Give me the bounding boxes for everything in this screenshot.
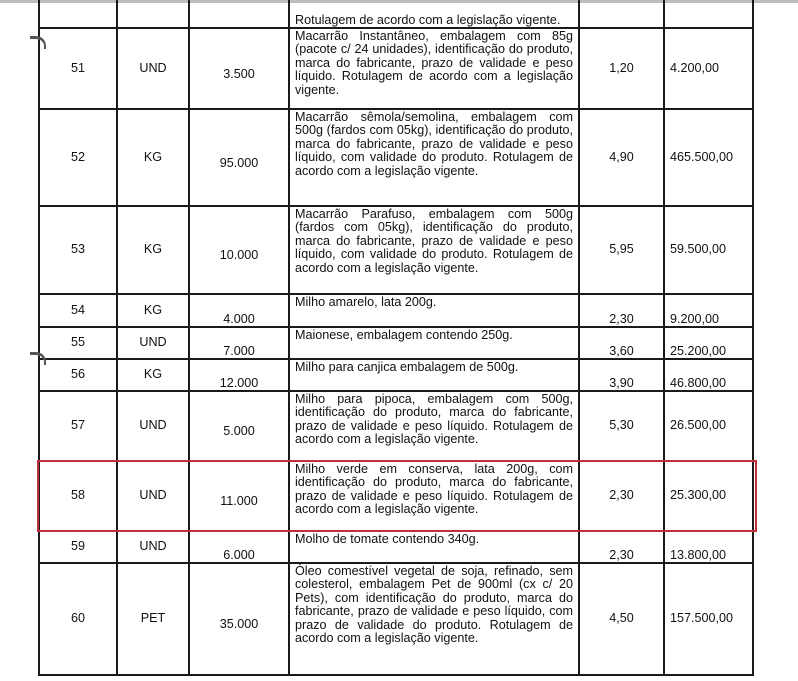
item-description-text: Milho verde em conserva, lata 200g, com identificação do produto, marca do fabricante, prazo de validade e peso líquido. Rotulagem de acordo com a legislação vigente. <box>295 462 573 517</box>
item-unit-price: 2,30 <box>579 461 664 531</box>
item-unit: UND <box>117 461 189 531</box>
item-unit: UND <box>117 531 189 563</box>
item-unit-price: 4,90 <box>579 109 664 206</box>
item-unit-price: 5,30 <box>579 391 664 461</box>
item-total: 13.800,00 <box>664 531 753 563</box>
item-description-text: Óleo comestível vegetal de soja, refinado, sem colesterol, embalagem Pet de 900ml (cx c/ 20 Pets), com identificação do produto, marca do fabricante, prazo de validade e peso líquido, com prazo de validade do produto. Rotulagem de acordo com a legislação vigente. <box>295 564 573 646</box>
item-unit-price: 3,60 <box>579 327 664 359</box>
item-quantity <box>189 391 289 461</box>
item-description-text: Molho de tomate contendo 340g. <box>295 532 480 546</box>
item-quantity-text: 5.000 <box>223 424 255 439</box>
item-unit <box>117 0 189 28</box>
item-quantity <box>189 206 289 294</box>
item-total: 465.500,00 <box>664 109 753 206</box>
item-unit: UND <box>117 28 189 109</box>
table-row <box>39 531 753 563</box>
table-row-highlighted <box>39 461 753 531</box>
item-description <box>289 0 579 28</box>
item-total <box>664 0 753 28</box>
item-total: 59.500,00 <box>664 206 753 294</box>
item-quantity-text: 3.500 <box>223 66 255 81</box>
item-total: 26.500,00 <box>664 391 753 461</box>
item-description <box>289 531 579 563</box>
item-description-text: Macarrão Instantâneo, embalagem com 85g (pacote c/ 24 unidades), identificação do produto, marca do fabricante, prazo de validade e peso líquido. Rotulagem de acordo com a legislação vigente. <box>295 29 573 97</box>
table-row <box>39 327 753 359</box>
item-number: 51 <box>39 28 117 109</box>
item-quantity: 7.000 <box>189 327 289 359</box>
item-quantity <box>189 461 289 531</box>
item-unit-price: 1,20 <box>579 28 664 109</box>
item-quantity <box>189 109 289 206</box>
item-description <box>289 206 579 294</box>
item-unit: KG <box>117 294 189 327</box>
item-quantity-text: 35.000 <box>219 617 259 632</box>
item-description <box>289 359 579 391</box>
item-number: 60 <box>39 563 117 675</box>
item-description <box>289 563 579 675</box>
table-row <box>39 359 753 391</box>
item-unit-price: 2,30 <box>579 531 664 563</box>
item-quantity-text: 95.000 <box>219 155 259 170</box>
item-quantity: 4.000 <box>189 294 289 327</box>
table-row <box>39 206 753 294</box>
table-row <box>39 563 753 675</box>
item-total: 157.500,00 <box>664 563 753 675</box>
item-description <box>289 327 579 359</box>
item-unit: UND <box>117 391 189 461</box>
item-quantity <box>189 563 289 675</box>
item-number: 59 <box>39 531 117 563</box>
item-description-text: Milho para pipoca, embalagem com 500g, identificação do produto, marca do fabricante, prazo de validade e peso líquido. Rotulagem de acordo com a legislação vigente. <box>295 392 573 447</box>
item-quantity-text: 11.000 <box>220 494 258 509</box>
item-number: 57 <box>39 391 117 461</box>
item-total: 25.300,00 <box>664 461 753 531</box>
table-row <box>39 0 753 28</box>
item-number: 53 <box>39 206 117 294</box>
item-unit: PET <box>117 563 189 675</box>
item-quantity-text: 10.000 <box>219 248 259 263</box>
item-description-text: Milho para canjica embalagem de 500g. <box>295 360 519 374</box>
item-total: 46.800,00 <box>664 359 753 391</box>
item-number: 52 <box>39 109 117 206</box>
item-number: 58 <box>39 461 117 531</box>
item-unit-price: 2,30 <box>579 294 664 327</box>
item-unit: KG <box>117 359 189 391</box>
item-quantity: 6.000 <box>189 531 289 563</box>
item-number: 56 <box>39 359 117 391</box>
item-description-text: Rotulagem de acordo com a legislação vigente. <box>295 12 561 27</box>
item-unit: KG <box>117 109 189 206</box>
item-description-text: Milho amarelo, lata 200g. <box>295 295 437 309</box>
item-description-text: Macarrão Parafuso, embalagem com 500g (fardos com 05kg), identificação do produto, marca do fabricante, prazo de validade e peso líquido, com validade do produto. Rotulagem de acordo com a legislação vigente. <box>295 207 573 275</box>
item-unit-price <box>579 0 664 28</box>
item-number: 55 <box>39 327 117 359</box>
item-description-text: Maionese, embalagem contendo 250g. <box>295 328 513 342</box>
item-quantity: 12.000 <box>189 359 289 391</box>
item-quantity <box>189 0 289 28</box>
item-unit-price: 5,95 <box>579 206 664 294</box>
item-unit-price: 4,50 <box>579 563 664 675</box>
item-total: 9.200,00 <box>664 294 753 327</box>
item-description <box>289 461 579 531</box>
table-row <box>39 391 753 461</box>
item-total: 4.200,00 <box>664 28 753 109</box>
item-unit: KG <box>117 206 189 294</box>
item-number: 54 <box>39 294 117 327</box>
item-total: 25.200,00 <box>664 327 753 359</box>
table-row <box>39 294 753 327</box>
item-description <box>289 294 579 327</box>
item-description <box>289 391 579 461</box>
item-description-text: Macarrão sêmola/semolina, embalagem com 500g (fardos com 05kg), identificação do produto, marca do fabricante, prazo de validade e peso líquido, com validade do produto. Rotulagem de acordo com a legislação vigente. <box>295 110 573 178</box>
items-table <box>38 0 754 676</box>
item-unit-price: 3,90 <box>579 359 664 391</box>
item-number <box>39 0 117 28</box>
item-quantity <box>189 28 289 109</box>
table-row <box>39 109 753 206</box>
item-unit: UND <box>117 327 189 359</box>
table-row <box>39 28 753 109</box>
item-description <box>289 28 579 109</box>
item-description <box>289 109 579 206</box>
